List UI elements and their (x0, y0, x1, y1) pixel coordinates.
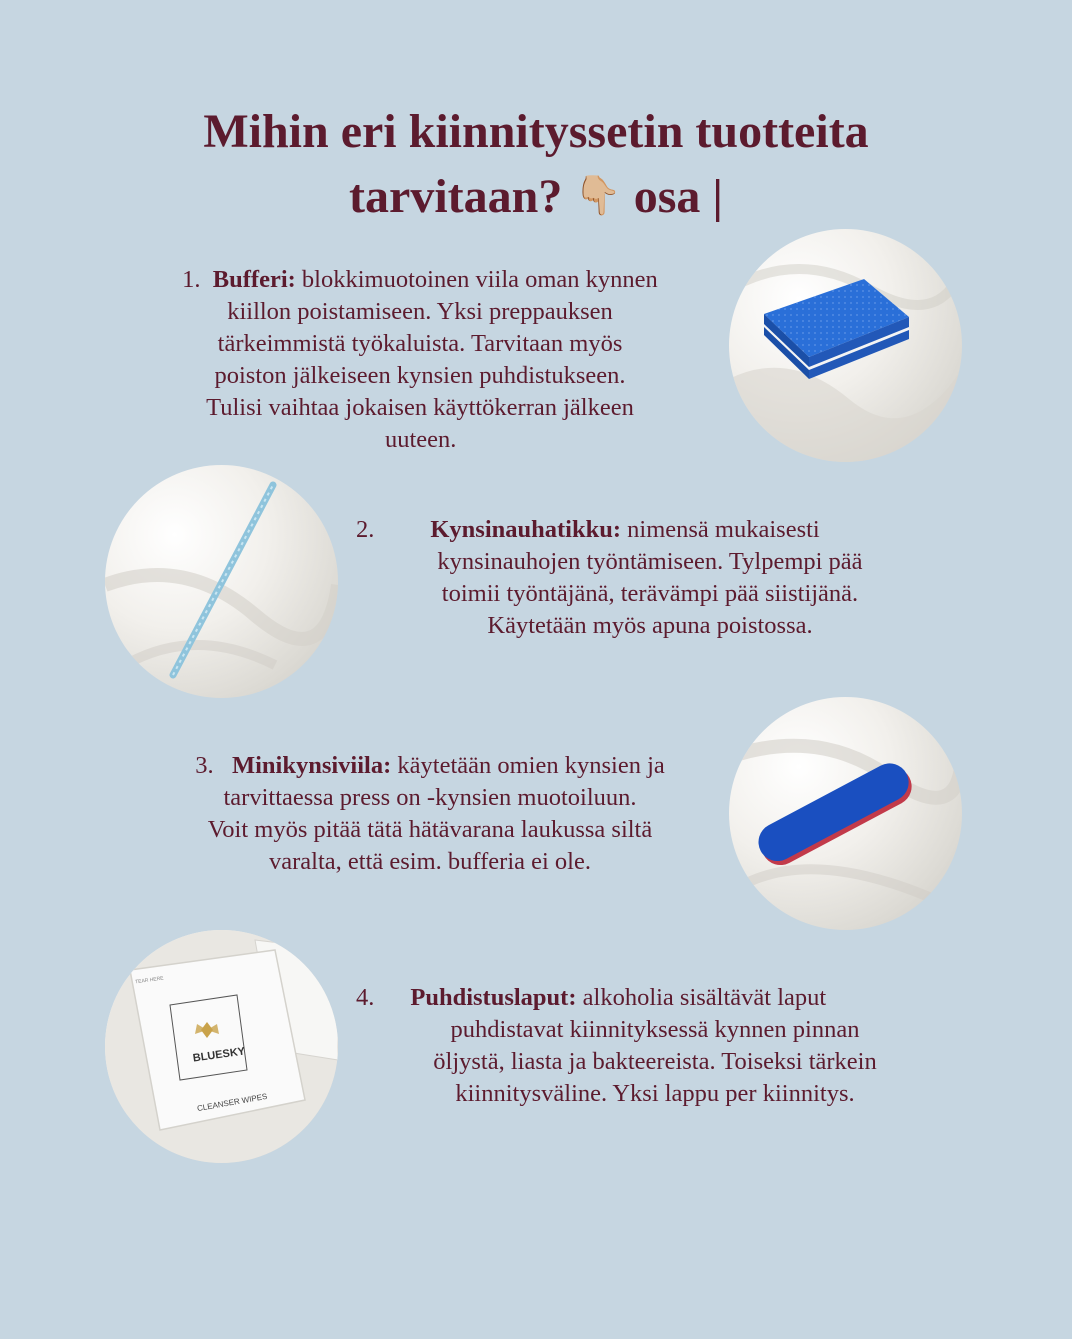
item-text-line: tärkeimmistä työkaluista. Tarvitaan myös (217, 330, 623, 357)
item-name: Puhdistuslaput: (410, 984, 577, 1011)
list-item-minikynsiviila (130, 750, 730, 878)
title-line-1: Mihin eri kiinnityssetin tuotteita (203, 105, 869, 158)
item-text-line: tarvittaessa press on -kynsien muotoiluun. (223, 784, 637, 811)
list-item-bufferi (120, 264, 720, 456)
item-text-line: kynsinauhojen työntämiseen. Tylpempi pää (437, 548, 863, 575)
title-line-2-start: tarvitaan? (349, 170, 563, 223)
item-text-line: uuteen. (385, 426, 457, 453)
list-item-kynsinauhatikku (350, 514, 950, 642)
item-text-line: käytetään omien kynsien ja (397, 752, 665, 779)
item-text-line: poiston jälkeiseen kynsien puhdistukseen. (214, 362, 626, 389)
item-name: Kynsinauhatikku: (430, 516, 622, 543)
buffer-photo (729, 229, 962, 462)
wipe-brand: BLUESKY (192, 1045, 246, 1065)
cleanser-wipes-photo (105, 930, 338, 1163)
page-title (60, 100, 1012, 229)
item-number: 2. (356, 516, 375, 543)
item-text-line: kiillon poistamiseen. Yksi preppauksen (227, 298, 613, 325)
item-text-line: Käytetään myös apuna poistossa. (487, 612, 813, 639)
item-text-line: puhdistavat kiinnityksessä kynnen pinnan (450, 1016, 860, 1043)
item-text-line: alkoholia sisältävät laput (582, 984, 827, 1011)
item-text-line: nimensä mukaisesti (627, 516, 820, 543)
title-line-2-end: osa | (633, 170, 723, 223)
pointing-down-hand-icon: 👇🏼 (574, 175, 622, 217)
item-name: Bufferi: (212, 266, 296, 293)
item-number: 1. (182, 266, 201, 293)
wipe-product: CLEANSER WIPES (196, 1091, 269, 1114)
item-text-line: kiinnitysväline. Yksi lappu per kiinnitys. (455, 1080, 855, 1107)
item-name: Minikynsiviila: (231, 752, 392, 779)
cuticle-stick-photo (105, 465, 338, 698)
item-number: 4. (356, 984, 375, 1011)
item-text-line: öljystä, liasta ja bakteereista. Toiseksi tärkein (433, 1048, 877, 1075)
item-number: 3. (195, 752, 214, 779)
item-text-line: Voit myös pitää tätä hätävarana laukussa siltä (207, 816, 653, 843)
list-item-puhdistuslaput (350, 982, 960, 1110)
item-text-line: varalta, että esim. bufferia ei ole. (269, 848, 591, 875)
wipe-tear-label: TEAR HERE (134, 975, 165, 986)
item-text-line: Tulisi vaihtaa jokaisen käyttökerran jälkeen (206, 394, 634, 421)
item-text-line: toimii työntäjänä, terävämpi pää siistijänä. (441, 580, 859, 607)
mini-nail-file-photo (729, 697, 962, 930)
item-text-line: blokkimuotoinen viila oman kynnen (301, 266, 658, 293)
